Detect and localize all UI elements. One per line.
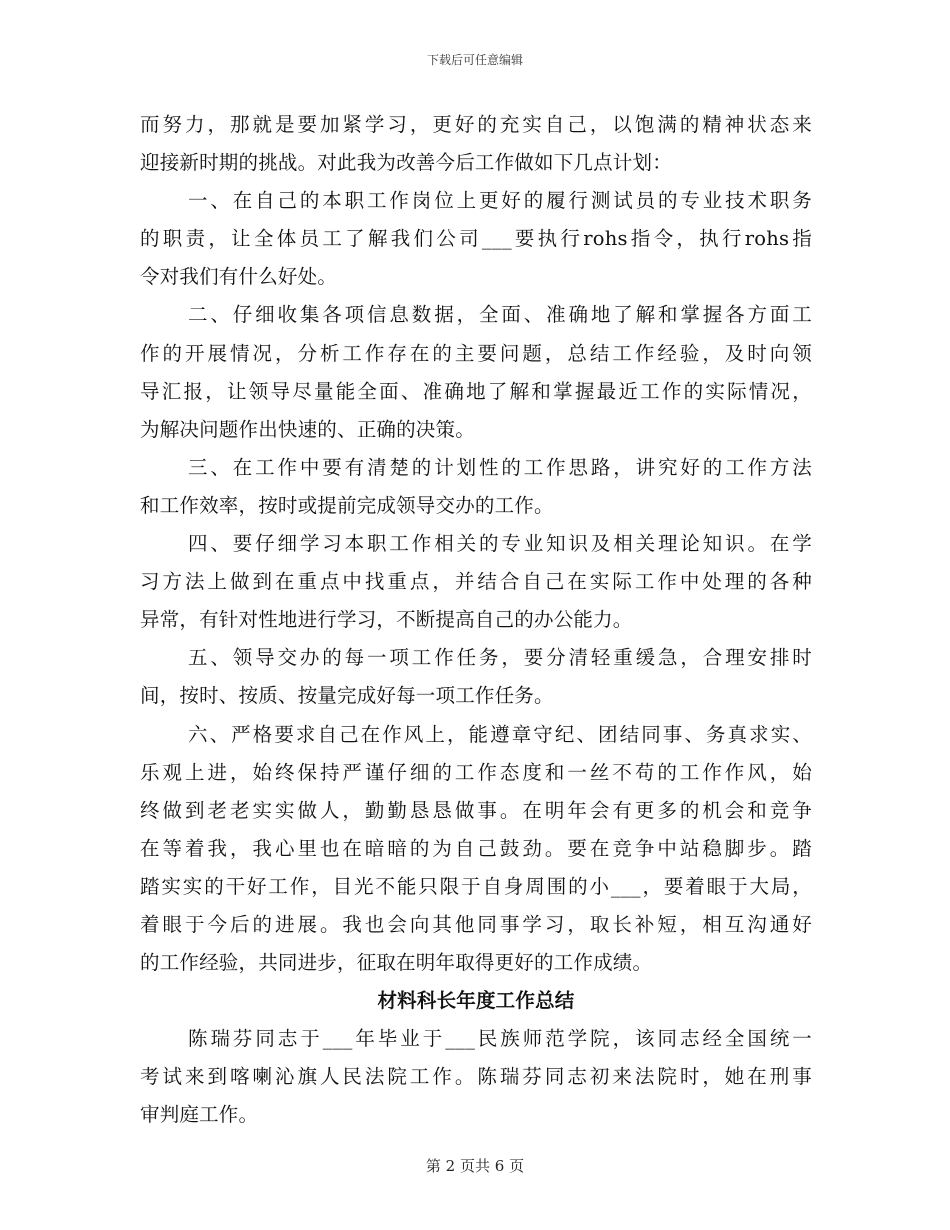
- body-line: 审判庭工作。: [140, 1103, 259, 1127]
- body-line: 踏实实的干好工作，目光不能只限于自身周围的小___，要着眼于大局，: [140, 874, 812, 898]
- body-line: 异常，有针对性地进行学习，不断提高自己的办公能力。: [140, 608, 633, 632]
- body-line: 乐观上进，始终保持严谨仔细的工作态度和一丝不苟的工作作风，始: [140, 760, 812, 784]
- body-line: 的工作经验，共同进步，征取在明年取得更好的工作成绩。: [140, 951, 653, 975]
- body-line: 令对我们有什么好处。: [140, 265, 338, 289]
- body-line: 着眼于今后的进展。我也会向其他同事学习，取长补短，相互沟通好: [140, 912, 812, 936]
- body-line: 导汇报，让领导尽量能全面、准确地了解和掌握最近工作的实际情况，: [140, 379, 812, 403]
- paragraph-5-line: 五、领导交办的每一项工作任务，要分清轻重缓急，合理安排时: [188, 646, 812, 670]
- paragraph-6-line: 六、严格要求自己在作风上，能遵章守纪、团结同事、务真求实、: [188, 722, 812, 746]
- section-title: 材料科长年度工作总结: [377, 989, 575, 1013]
- body-line: 终做到老老实实做人，勤勤恳恳做事。在明年会有更多的机会和竞争: [140, 798, 812, 822]
- body-line: 和工作效率，按时或提前完成领导交办的工作。: [140, 493, 554, 517]
- paragraph-4-line: 四、要仔细学习本职工作相关的专业知识及相关理论知识。在学: [188, 532, 812, 556]
- body-line: 习方法上做到在重点中找重点，并结合自己在实际工作中处理的各种: [140, 570, 812, 594]
- paragraph-3-line: 三、在工作中要有清楚的计划性的工作思路，讲究好的工作方法: [188, 455, 812, 479]
- page-header: 下载后可任意编辑: [426, 53, 523, 67]
- body-line: 为解决问题作出快速的、正确的决策。: [140, 417, 475, 441]
- body-line: 而努力，那就是要加紧学习，更好的充实自己，以饱满的精神状态来: [140, 113, 812, 136]
- page-footer: 第 2 页共 6 页: [425, 1157, 525, 1175]
- paragraph-2-line: 二、仔细收集各项信息数据，全面、准确地了解和掌握各方面工: [188, 303, 812, 327]
- paragraph-7-line: 陈瑞芬同志于___年毕业于___民族师范学院，该同志经全国统一: [188, 1027, 812, 1051]
- body-line: 迎接新时期的挑战。对此我为改善今后工作做如下几点计划：: [140, 151, 672, 175]
- body-line: 间，按时、按质、按量完成好每一项工作任务。: [140, 684, 554, 708]
- body-line: 考试来到喀喇沁旗人民法院工作。陈瑞芬同志初来法院时，她在刑事: [140, 1065, 812, 1089]
- document-body: [140, 106, 812, 1135]
- body-line: 的职责，让全体员工了解我们公司___要执行rohs指令，执行rohs指: [140, 227, 812, 251]
- body-line: 在等着我，我心里也在暗暗的为自己鼓劲。要在竞争中站稳脚步。踏: [140, 836, 812, 860]
- paragraph-1-line: 一、在自己的本职工作岗位上更好的履行测试员的专业技术职务: [188, 189, 812, 213]
- body-line: 作的开展情况，分析工作存在的主要问题，总结工作经验，及时向领: [140, 341, 812, 365]
